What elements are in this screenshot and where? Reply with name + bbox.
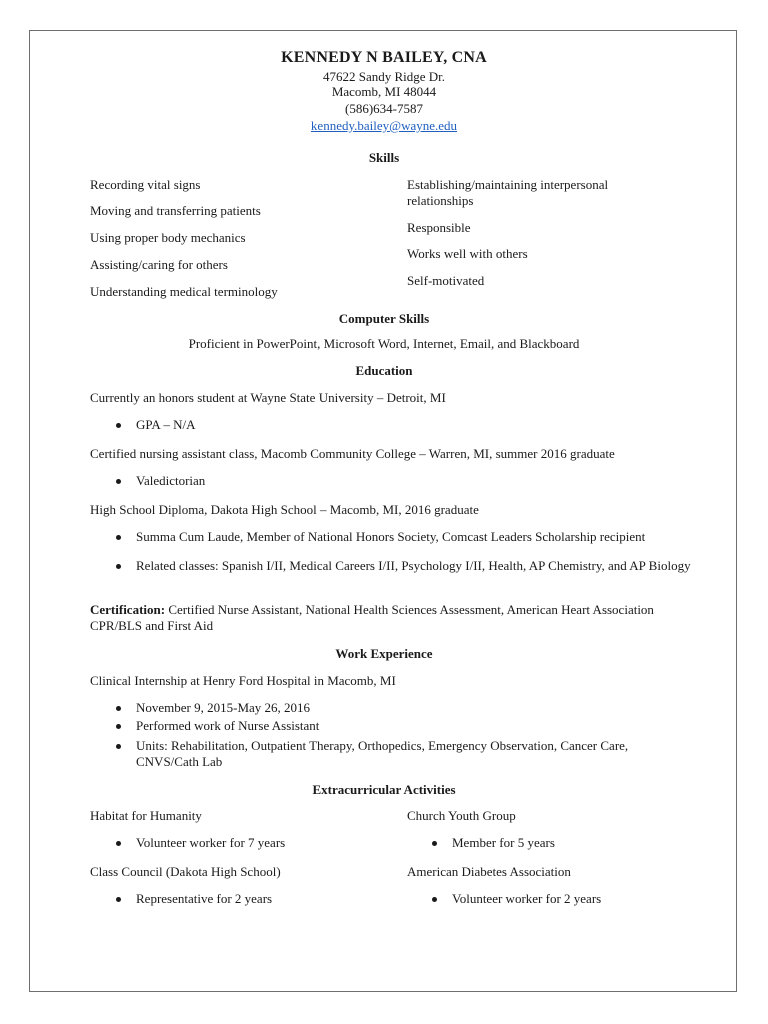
skill-item: Assisting/caring for others <box>90 257 228 272</box>
activities-heading: Extracurricular Activities <box>312 782 456 797</box>
skills-heading: Skills <box>368 150 400 165</box>
work-bullet: Units: Rehabilitation, Outpatient Therapy, Orthopedics, Emergency Observation, Cancer Care, CNVS/Cath Lab <box>136 738 629 769</box>
bullet-icon <box>116 841 121 846</box>
bullet-icon <box>116 706 121 711</box>
certification-line <box>90 602 670 634</box>
bullet-icon <box>116 724 121 729</box>
education-entry-title: Certified nursing assistant class, Macomb Community College – Warren, MI, summer 2016 graduate <box>90 446 615 461</box>
address-street: 47622 Sandy Ridge Dr. <box>322 69 446 84</box>
skill-item: Moving and transferring patients <box>90 203 261 218</box>
activity-detail: Representative for 2 years <box>136 891 273 906</box>
education-heading: Education <box>355 363 413 378</box>
certification-label: Certification: <box>90 602 166 617</box>
activity-detail: Member for 5 years <box>452 835 555 850</box>
activity-title: Church Youth Group <box>407 808 516 823</box>
education-entry-title: High School Diploma, Dakota High School – Macomb, MI, 2016 graduate <box>90 502 479 517</box>
email-link[interactable]: kennedy.bailey@wayne.edu <box>310 118 458 133</box>
education-bullet: GPA – N/A <box>136 417 196 432</box>
education-bullet: Summa Cum Laude, Member of National Honors Society, Comcast Leaders Scholarship recipient <box>136 529 646 544</box>
skill-item: Recording vital signs <box>90 177 201 192</box>
education-bullet: Related classes: Spanish I/II, Medical Careers I/II, Psychology I/II, Health, AP Chemistry, and AP Biology <box>136 558 691 573</box>
activity-detail: Volunteer worker for 7 years <box>136 835 286 850</box>
bullet-icon <box>116 479 121 484</box>
skill-item: Understanding medical terminology <box>90 284 278 299</box>
activity-title: American Diabetes Association <box>407 864 571 879</box>
bullet-icon <box>116 423 121 428</box>
bullet-icon <box>432 841 437 846</box>
skill-item: Self-motivated <box>407 273 485 288</box>
work-heading: Work Experience <box>335 646 433 661</box>
work-title: Clinical Internship at Henry Ford Hospital in Macomb, MI <box>90 673 396 688</box>
bullet-icon <box>116 897 121 902</box>
education-bullet: Valedictorian <box>136 473 206 488</box>
skill-item: Establishing/maintaining interpersonal relationships <box>407 177 609 208</box>
skill-item: Works well with others <box>407 246 528 261</box>
address-city: Macomb, MI 48044 <box>331 84 437 99</box>
bullet-icon <box>116 564 121 569</box>
work-bullet: November 9, 2015-May 26, 2016 <box>136 700 311 715</box>
certification-text: Certified Nurse Assistant, National Health Sciences Assessment, American Heart Association CPR/BLS and First Aid <box>90 602 654 633</box>
resume-page <box>29 30 737 992</box>
bullet-icon <box>116 535 121 540</box>
computer-skills-heading: Computer Skills <box>338 311 430 326</box>
bullet-icon <box>432 897 437 902</box>
activity-title: Class Council (Dakota High School) <box>90 864 281 879</box>
email-line <box>30 118 738 134</box>
candidate-name: KENNEDY N BAILEY, CNA <box>281 49 487 66</box>
phone-number: (586)634-7587 <box>345 101 423 116</box>
activity-detail: Volunteer worker for 2 years <box>452 891 602 906</box>
computer-skills-text: Proficient in PowerPoint, Microsoft Word, Internet, Email, and Blackboard <box>188 336 580 351</box>
work-bullet: Performed work of Nurse Assistant <box>136 718 320 733</box>
activity-title: Habitat for Humanity <box>90 808 202 823</box>
skill-item: Using proper body mechanics <box>90 230 246 245</box>
education-entry-title: Currently an honors student at Wayne State University – Detroit, MI <box>90 390 446 405</box>
skill-item: Responsible <box>407 220 471 235</box>
bullet-icon <box>116 744 121 749</box>
